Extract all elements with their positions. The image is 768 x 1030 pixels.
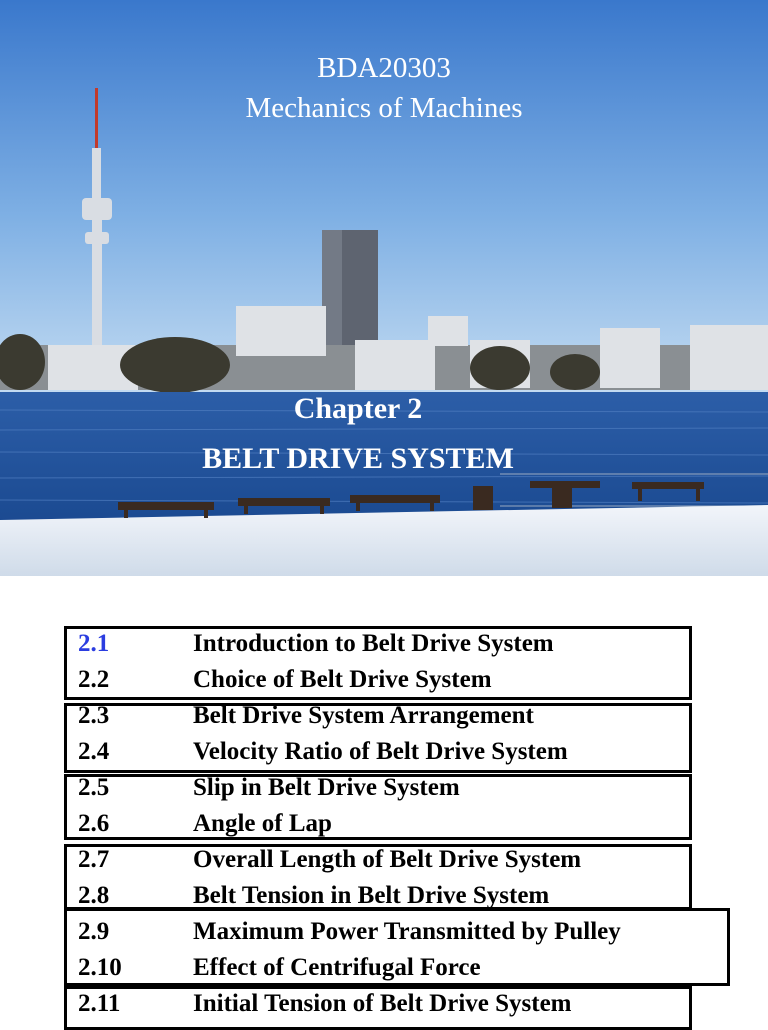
toc-item-number: 2.8 (78, 882, 110, 909)
table-of-contents (0, 576, 768, 1024)
toc-item-label: Belt Tension in Belt Drive System (193, 882, 550, 909)
toc-item-number: 2.4 (78, 738, 110, 765)
toc-item-number: 2.1 (78, 630, 110, 657)
toc-item-label: Effect of Centrifugal Force (193, 954, 481, 981)
toc-item-label: Slip in Belt Drive System (193, 774, 460, 801)
toc-item-label: Introduction to Belt Drive System (193, 630, 554, 657)
toc-item-number: 2.5 (78, 774, 110, 801)
toc-item-label: Angle of Lap (193, 810, 332, 837)
toc-item-number: 2.7 (78, 846, 110, 873)
toc-item-number: 2.6 (78, 810, 110, 837)
course-code: BDA20303 (317, 52, 451, 84)
course-name: Mechanics of Machines (245, 92, 523, 124)
toc-item-label: Belt Drive System Arrangement (193, 702, 534, 729)
toc-item-label: Initial Tension of Belt Drive System (193, 990, 572, 1017)
toc-item-number: 2.10 (78, 954, 122, 981)
toc-item-label: Overall Length of Belt Drive System (193, 846, 582, 873)
toc-item-label: Maximum Power Transmitted by Pulley (193, 918, 621, 945)
toc-item-number: 2.11 (78, 990, 121, 1017)
toc-item-number: 2.9 (78, 918, 110, 945)
toc-item-label: Velocity Ratio of Belt Drive System (193, 738, 568, 765)
chapter-number: Chapter 2 (293, 392, 423, 425)
toc-item-number: 2.2 (78, 666, 110, 693)
chapter-title: BELT DRIVE SYSTEM (202, 442, 514, 475)
toc-item-number: 2.3 (78, 702, 110, 729)
toc-item-label: Choice of Belt Drive System (193, 666, 492, 693)
